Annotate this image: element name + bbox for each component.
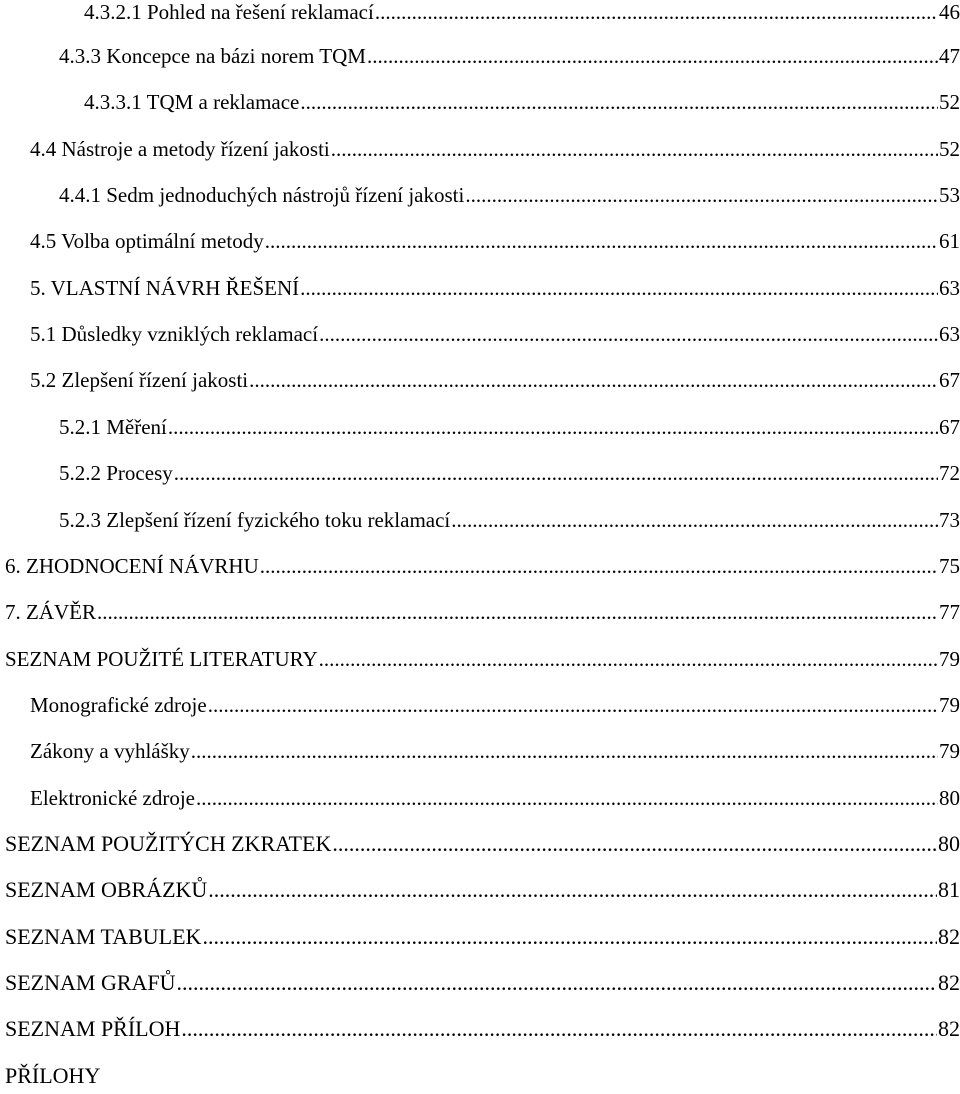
- dot-leader: [319, 316, 938, 352]
- toc-entry-title: 4.3.3 Koncepce na bázi norem TQM: [59, 44, 366, 68]
- toc-entry[interactable]: [30, 362, 960, 398]
- toc-entry[interactable]: [59, 38, 960, 74]
- dot-leader: [97, 594, 938, 630]
- toc-entry-title: SEZNAM POUŽITÉ LITERATURY: [5, 647, 318, 671]
- dot-leader: [319, 641, 938, 677]
- toc-entry-page: 67: [939, 415, 960, 439]
- toc-entry-title: 5.1 Důsledky vzniklých reklamací: [30, 322, 319, 346]
- dot-leader: [367, 38, 938, 74]
- toc-entry-page: 47: [939, 44, 960, 68]
- toc-entry-page: 63: [939, 276, 960, 300]
- toc-entry-title: 5.2 Zlepšení řízení jakosti: [30, 368, 249, 392]
- toc-entry[interactable]: [30, 687, 960, 723]
- toc-entry[interactable]: [5, 872, 960, 908]
- dot-leader: [174, 455, 938, 491]
- toc-entry-title: SEZNAM GRAFŮ: [5, 970, 176, 995]
- toc-entry-page: 67: [939, 368, 960, 392]
- toc-entry-page: 73: [939, 508, 960, 532]
- toc-entry[interactable]: [59, 409, 960, 445]
- dot-leader: [168, 409, 938, 445]
- dot-leader: [265, 223, 938, 259]
- dot-leader: [260, 548, 938, 584]
- toc-entry-page: 52: [939, 137, 960, 161]
- dot-leader: [196, 780, 938, 816]
- dot-leader: [465, 177, 938, 213]
- toc-entry-title: 7. ZÁVĚR: [5, 600, 96, 624]
- toc-entry[interactable]: [30, 733, 960, 769]
- dot-leader: [331, 131, 938, 167]
- toc-entry-title: 5.2.2 Procesy: [59, 461, 173, 485]
- toc-entry-title: SEZNAM TABULEK: [5, 924, 202, 949]
- toc-entry-title: 6. ZHODNOCENÍ NÁVRHU: [5, 554, 259, 578]
- dot-leader: [208, 872, 937, 908]
- toc-entry-page: 80: [939, 786, 960, 810]
- toc-entry-title: Zákony a vyhlášky: [30, 739, 190, 763]
- toc-entry-title: 4.5 Volba optimální metody: [30, 229, 264, 253]
- toc-entry-title: Monografické zdroje: [30, 693, 207, 717]
- toc-entry[interactable]: [5, 826, 960, 862]
- toc-entry-title: 4.3.3.1 TQM a reklamace: [84, 90, 300, 114]
- toc-entry-page: 82: [938, 970, 960, 995]
- toc-entry-title: 5. VLASTNÍ NÁVRH ŘEŠENÍ: [30, 276, 300, 300]
- toc-entry-page: 72: [939, 461, 960, 485]
- toc-entry-title: PŘÍLOHY: [5, 1063, 101, 1088]
- toc-entry[interactable]: [30, 780, 960, 816]
- dot-leader: [249, 362, 938, 398]
- dot-leader: [451, 502, 938, 538]
- toc-entry[interactable]: [84, 0, 960, 30]
- toc-entry-page: 61: [939, 229, 960, 253]
- toc-entry-page: 79: [939, 739, 960, 763]
- toc-entry-title: SEZNAM PŘÍLOH: [5, 1016, 181, 1041]
- toc-entry[interactable]: [59, 177, 960, 213]
- toc-entry-title: 4.4 Nástroje a metody řízení jakosti: [30, 137, 330, 161]
- toc-entry-title: 5.2.3 Zlepšení řízení fyzického toku reklamací: [59, 508, 451, 532]
- toc-entry[interactable]: [84, 84, 960, 120]
- dot-leader: [375, 0, 938, 30]
- toc-entry[interactable]: [59, 502, 960, 538]
- toc-entry-page: 81: [938, 877, 960, 902]
- toc-entry[interactable]: [30, 270, 960, 306]
- toc-entry-title: SEZNAM POUŽITÝCH ZKRATEK: [5, 831, 332, 856]
- dot-leader: [300, 84, 938, 120]
- toc-entry-title: Elektronické zdroje: [30, 786, 196, 810]
- toc-entry-title: 4.3.2.1 Pohled na řešení reklamací: [84, 0, 374, 24]
- toc-entry[interactable]: [5, 1011, 960, 1047]
- toc-entry-page: 46: [939, 0, 960, 24]
- toc-entry-page: 75: [939, 554, 960, 578]
- dot-leader: [181, 1011, 937, 1047]
- toc-entry[interactable]: [30, 131, 960, 167]
- toc-entry-title: SEZNAM OBRÁZKŮ: [5, 877, 208, 902]
- toc-entry[interactable]: [5, 965, 960, 1001]
- toc-entry[interactable]: [30, 316, 960, 352]
- toc-entry-page: 79: [939, 647, 960, 671]
- toc-entry-last[interactable]: [5, 1058, 960, 1094]
- toc-entry-page: 80: [938, 831, 960, 856]
- toc-entry[interactable]: [5, 919, 960, 955]
- toc-entry[interactable]: [5, 594, 960, 630]
- toc-entry-page: 52: [939, 90, 960, 114]
- toc-entry-page: 77: [939, 600, 960, 624]
- toc-entry-page: 79: [939, 693, 960, 717]
- toc-entry[interactable]: [5, 548, 960, 584]
- dot-leader: [202, 919, 937, 955]
- dot-leader: [300, 270, 938, 306]
- toc-entry[interactable]: [30, 223, 960, 259]
- dot-leader: [191, 733, 938, 769]
- toc-entry-title: 5.2.1 Měření: [59, 415, 167, 439]
- toc-entry-page: 82: [938, 1016, 960, 1041]
- dot-leader: [332, 826, 937, 862]
- toc-entry-page: 53: [939, 183, 960, 207]
- toc-entry-title: 4.4.1 Sedm jednoduchých nástrojů řízení jakosti: [59, 183, 465, 207]
- dot-leader: [177, 965, 937, 1001]
- toc-entry-page: 63: [939, 322, 960, 346]
- toc-entry-page: 82: [938, 924, 960, 949]
- dot-leader: [208, 687, 938, 723]
- toc-entry[interactable]: [59, 455, 960, 491]
- toc-entry[interactable]: [5, 641, 960, 677]
